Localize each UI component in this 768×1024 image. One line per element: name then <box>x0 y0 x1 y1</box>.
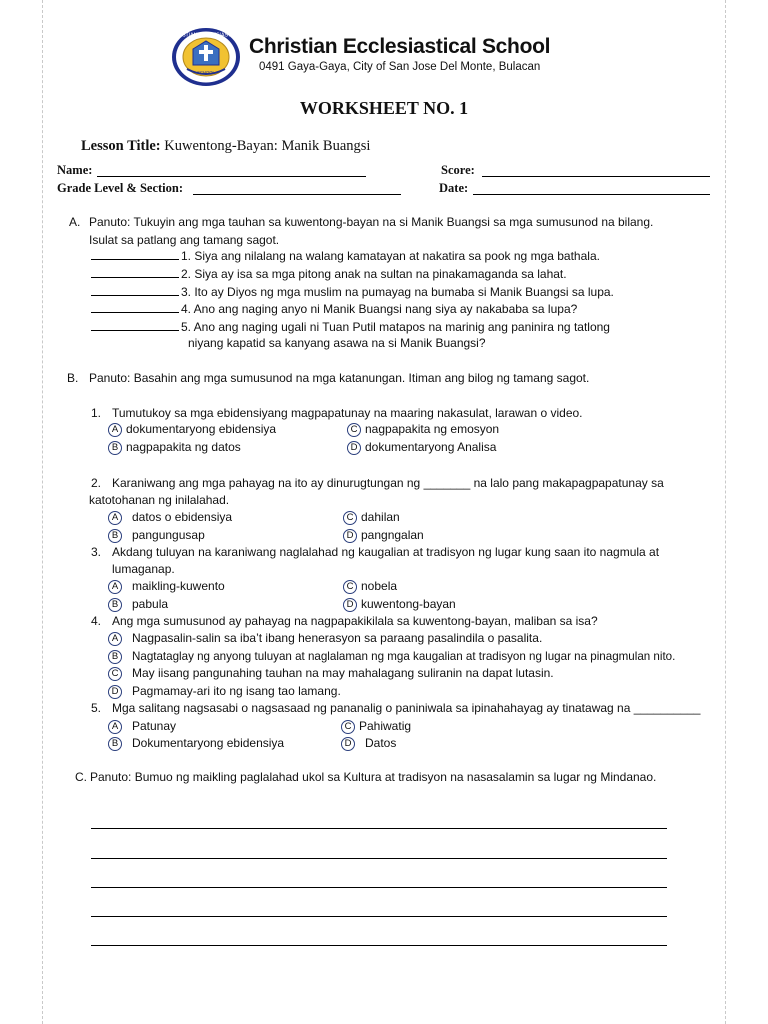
choice-circle[interactable]: C <box>347 423 361 437</box>
choice-circle[interactable]: B <box>108 598 122 612</box>
choice-circle[interactable]: A <box>108 720 122 734</box>
question-number: 1. <box>91 406 102 420</box>
partC-instruction: Panuto: Bumuo ng maikling paglalahad ukol sa Kultura at tradisyon na nasasalamin sa lugar ng Mindanao. <box>90 770 657 784</box>
date-field[interactable] <box>473 194 710 195</box>
choice-a[interactable] <box>108 422 276 437</box>
choice-d[interactable] <box>343 528 424 543</box>
choice-circle[interactable]: B <box>108 441 122 455</box>
answer-blank[interactable] <box>91 320 179 331</box>
choice-circle[interactable]: A <box>108 423 122 437</box>
question-text: Tumutukoy sa mga ebidensiyang magpapatunay na maaring nakasulat, larawan o video. <box>112 406 583 420</box>
choice-d[interactable] <box>347 440 496 455</box>
logo-text-bottom: SCHOOL <box>197 70 215 75</box>
choice-text: dokumentaryong ebidensiya <box>126 422 277 436</box>
partA-item <box>91 320 610 334</box>
answer-blank[interactable] <box>91 267 179 278</box>
writing-line[interactable] <box>91 828 667 829</box>
choice-circle[interactable]: C <box>341 720 355 734</box>
school-logo <box>171 27 241 87</box>
choice-circle[interactable]: B <box>108 650 122 664</box>
writing-line[interactable] <box>91 945 667 946</box>
choice-c[interactable] <box>343 579 397 594</box>
choice-text: Pahiwatig <box>359 719 412 733</box>
page-edge-right <box>725 0 726 1024</box>
choice-d[interactable] <box>343 597 456 612</box>
choice-circle[interactable]: B <box>108 737 122 751</box>
score-label: Score: <box>441 163 475 177</box>
question-number: 5. <box>91 701 102 715</box>
choice-circle[interactable]: A <box>108 511 122 525</box>
choice-text: pabula <box>132 597 169 611</box>
school-name: Christian Ecclesiastical School <box>249 35 551 58</box>
partA-item-text: 3. Ito ay Diyos ng mga muslim na pumayag na bumaba si Manik Buangsi sa lupa. <box>181 285 614 299</box>
partB-letter: B. <box>67 371 79 385</box>
choice-text: Nagtataglay ng anyong tuluyan at naglalaman ng mga kaugalian at tradisyon ng lugar na pinagmulan nito. <box>132 650 676 663</box>
partA-letter: A. <box>69 215 81 229</box>
partA-item <box>91 302 577 316</box>
choice-b[interactable] <box>108 597 168 612</box>
choice-c[interactable] <box>343 510 400 525</box>
lesson-title <box>81 138 370 155</box>
logo-year: 1986 <box>200 77 212 83</box>
choice-text: Datos <box>365 736 397 750</box>
choice-text: Nagpasalin-salin sa iba’t ibang henerasyon sa paraang pasalindila o pasalita. <box>132 631 543 645</box>
choice-circle[interactable]: A <box>108 580 122 594</box>
partA-item-text: 1. Siya ang nilalang na walang kamatayan at nakatira sa pook ng mga bathala. <box>181 249 600 263</box>
choice-a[interactable] <box>108 719 176 734</box>
choice-text: Dokumentaryong ebidensiya <box>132 736 285 750</box>
date-label: Date: <box>439 181 469 195</box>
choice-text: pangungusap <box>132 528 205 542</box>
choice-text: dahilan <box>361 510 400 524</box>
name-label: Name: <box>57 163 93 177</box>
choice-circle[interactable]: A <box>108 632 122 646</box>
choice-text: nobela <box>361 579 398 593</box>
question-text: Ang mga sumusunod ay pahayag na nagpapakikilala sa kuwentong-bayan, maliban sa isa? <box>112 614 598 628</box>
partA-item <box>91 267 567 281</box>
choice-text: May iisang pangunahing tauhan na may mahalagang suliranin na dapat lutasin. <box>132 666 554 680</box>
score-field[interactable] <box>482 176 710 177</box>
partA-item-text: 4. Ano ang naging anyo ni Manik Buangsi nang siya ay nakababa sa lupa? <box>181 302 578 316</box>
partC-letter: C. <box>75 770 87 784</box>
lesson-title-label: Lesson Title: <box>81 138 161 154</box>
choice-text: dokumentaryong Analisa <box>365 440 497 454</box>
answer-blank[interactable] <box>91 302 179 313</box>
partA-item <box>91 285 614 299</box>
choice-circle[interactable]: D <box>108 685 122 699</box>
choice-text: maikling-kuwento <box>132 579 225 593</box>
choice-b[interactable] <box>108 440 241 455</box>
partB-instruction: Panuto: Basahin ang mga sumusunod na mga katanungan. Itiman ang bilog ng tamang sagot. <box>89 371 590 385</box>
worksheet-title: WORKSHEET NO. 1 <box>299 98 469 118</box>
question-number: 3. <box>91 545 102 559</box>
partA-item-text: 5. Ano ang naging ugali ni Tuan Putil matapos na marinig ang paninira ng tatlong <box>181 320 610 334</box>
question-number: 4. <box>91 614 102 628</box>
choice-text: kuwentong-bayan <box>361 597 456 611</box>
choice-b[interactable] <box>108 528 205 543</box>
choice-circle[interactable]: D <box>347 441 361 455</box>
partA-instruction-2: Isulat sa patlang ang tamang sagot. <box>89 233 280 247</box>
logo-text-top: CHRISTIAN ECCLESIASTICAL <box>171 32 241 39</box>
choice-text: Patunay <box>132 719 177 733</box>
choice-a[interactable] <box>108 631 542 646</box>
choice-d[interactable] <box>108 684 341 699</box>
choice-text: Pagmamay-ari ito ng isang tao lamang. <box>132 684 341 698</box>
grade-field[interactable] <box>193 194 401 195</box>
choice-c[interactable] <box>347 422 499 437</box>
writing-line[interactable] <box>91 858 667 859</box>
page-edge-left <box>42 0 43 1024</box>
question-text: Mga salitang nagsasabi o nagsasaad ng pananalig o paniniwala sa ipinahahayag ay tinatawag na __________ <box>112 701 701 715</box>
answer-blank[interactable] <box>91 285 179 296</box>
question-text-cont: lumaganap. <box>112 562 175 576</box>
choice-text: nagpapakita ng datos <box>126 440 241 454</box>
choice-circle[interactable]: B <box>108 529 122 543</box>
choice-text: pangngalan <box>361 528 424 542</box>
choice-circle[interactable]: D <box>343 598 357 612</box>
choice-circle[interactable]: D <box>343 529 357 543</box>
choice-circle[interactable]: C <box>108 667 122 681</box>
choice-circle[interactable]: D <box>341 737 355 751</box>
choice-c[interactable] <box>341 719 411 734</box>
choice-a[interactable] <box>108 510 232 525</box>
writing-line[interactable] <box>91 887 667 888</box>
lesson-title-value: Kuwentong-Bayan: Manik Buangsi <box>164 138 371 154</box>
partA-item-continuation: niyang kapatid sa kanyang asawa na si Manik Buangsi? <box>188 336 486 350</box>
choice-c[interactable] <box>108 666 554 681</box>
partA-item-text: 2. Siya ay isa sa mga pitong anak na sultan na pinakamaganda sa lahat. <box>181 267 567 281</box>
partA-instruction: Panuto: Tukuyin ang mga tauhan sa kuwentong-bayan na si Manik Buangsi sa mga sumusunod na bilang. <box>89 215 654 229</box>
writing-line[interactable] <box>91 916 667 917</box>
school-address: 0491 Gaya-Gaya, City of San Jose Del Monte, Bulacan <box>259 61 541 73</box>
choice-a[interactable] <box>108 579 225 594</box>
grade-label: Grade Level & Section: <box>57 181 184 195</box>
choice-text: datos o ebidensiya <box>132 510 233 524</box>
name-field[interactable] <box>97 176 366 177</box>
choice-b[interactable] <box>108 649 675 664</box>
partA-item <box>91 249 600 263</box>
question-number: 2. <box>91 476 102 490</box>
choice-b[interactable] <box>108 736 284 751</box>
choice-text: nagpapakita ng emosyon <box>365 422 500 436</box>
choice-d[interactable] <box>341 736 396 751</box>
choice-circle[interactable]: C <box>343 511 357 525</box>
answer-blank[interactable] <box>91 249 179 260</box>
question-text: Karaniwang ang mga pahayag na ito ay dinurugtungan ng _______ na lalo pang makapagpapatunay sa <box>112 476 664 490</box>
choice-circle[interactable]: C <box>343 580 357 594</box>
question-text: Akdang tuluyan na karaniwang naglalahad ng kaugalian at tradisyon ng lugar kung saan ito nagmula at <box>112 545 660 559</box>
question-text-cont: katotohanan ng inilalahad. <box>89 493 230 507</box>
